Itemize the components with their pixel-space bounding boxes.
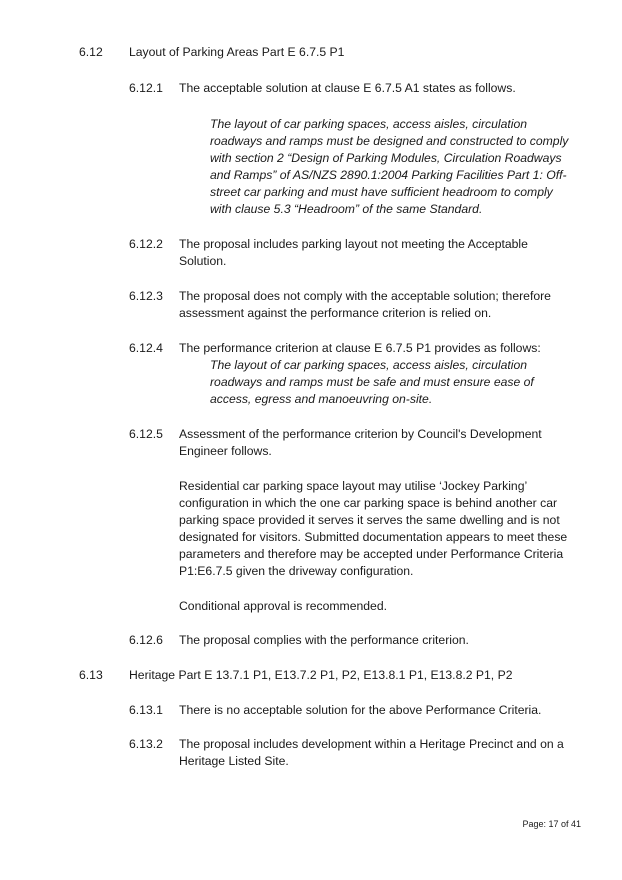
subsection-number: 6.12.1 (129, 81, 163, 95)
paragraph-line: The proposal includes development within a Heritage Precinct and on a (179, 737, 564, 751)
page-number: Page: 17 of 41 (522, 819, 581, 829)
section-number: 6.13 (79, 668, 103, 682)
paragraph-line: The proposal includes parking layout not meeting the Acceptable (179, 237, 528, 251)
section-title: Layout of Parking Areas Part E 6.7.5 P1 (129, 45, 345, 59)
paragraph-line: Solution. (179, 254, 227, 268)
quote-line: access, egress and manoeuvring on-site. (210, 392, 433, 406)
paragraph: The performance criterion at clause E 6.7.5 P1 provides as follows: (179, 341, 541, 355)
subsection-number: 6.12.3 (129, 289, 163, 303)
paragraph-line: Engineer follows. (179, 444, 272, 458)
paragraph-line: Heritage Listed Site. (179, 754, 289, 768)
subsection-number: 6.12.4 (129, 341, 163, 355)
paragraph-line: P1:E6.7.5 given the driveway configuration. (179, 564, 414, 578)
quote-line: and Ramps” of AS/NZS 2890.1:2004 Parking Facilities Part 1: Off- (210, 168, 567, 182)
section-title: Heritage Part E 13.7.1 P1, E13.7.2 P1, P2, E13.8.1 P1, E13.8.2 P1, P2 (129, 668, 513, 682)
subsection-number: 6.12.5 (129, 427, 163, 441)
quote-line: roadways and ramps must be safe and must ensure ease of (210, 375, 534, 389)
subsection-number: 6.12.6 (129, 633, 163, 647)
paragraph-line: designated for visitors. Submitted documentation appears to meet these (179, 530, 568, 544)
paragraph-line: parking space provided it serves it serves the same dwelling and is not (179, 513, 560, 527)
paragraph-line: parameters and therefore may be accepted under Performance Criteria (179, 547, 564, 561)
paragraph: There is no acceptable solution for the above Performance Criteria. (179, 703, 542, 717)
subsection-number: 6.12.2 (129, 237, 163, 251)
section-number: 6.12 (79, 45, 103, 59)
quote-line: street car parking and must have sufficient headroom to comply (210, 185, 553, 199)
paragraph-line: assessment against the performance criterion is relied on. (179, 306, 492, 320)
quote-line: The layout of car parking spaces, access aisles, circulation (210, 358, 528, 372)
subsection-number: 6.13.2 (129, 737, 163, 751)
paragraph-line: The proposal does not comply with the acceptable solution; therefore (179, 289, 551, 303)
paragraph-line: configuration in which the one car parking space is behind another car (179, 496, 558, 510)
subsection-number: 6.13.1 (129, 703, 163, 717)
paragraph: The proposal complies with the performance criterion. (179, 633, 469, 647)
quote-line: with clause 5.3 “Headroom” of the same Standard. (210, 202, 483, 216)
paragraph-line: Assessment of the performance criterion by Council's Development (179, 427, 542, 441)
quote-line: with section 2 “Design of Parking Modules, Circulation Roadways (210, 151, 562, 165)
quote-line: roadways and ramps must be designed and constructed to comply (210, 134, 569, 148)
paragraph-line: Residential car parking space layout may utilise ‘Jockey Parking’ (179, 479, 528, 493)
paragraph: Conditional approval is recommended. (179, 599, 387, 613)
paragraph: The acceptable solution at clause E 6.7.5 A1 states as follows. (179, 81, 516, 95)
quote-line: The layout of car parking spaces, access aisles, circulation (210, 117, 528, 131)
